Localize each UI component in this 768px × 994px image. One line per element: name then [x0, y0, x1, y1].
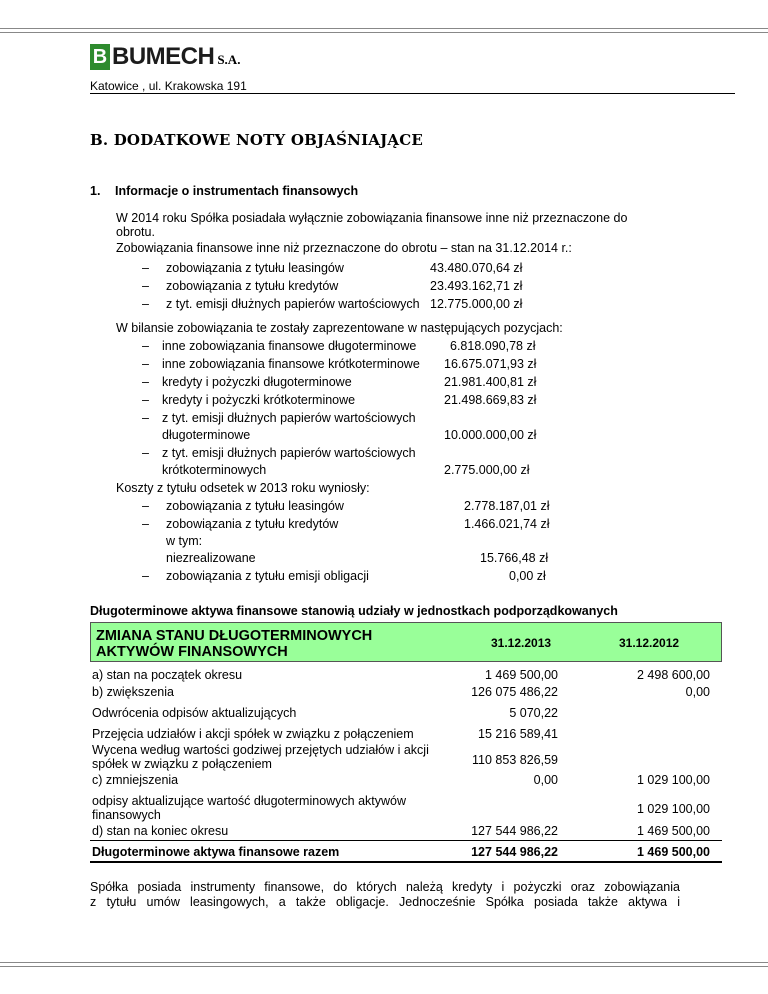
liabilities-intro: Zobowiązania finansowe inne niż przeznaczone do obrotu – stan na 31.12.2014 r.: [116, 241, 572, 255]
logo-mark-icon: B [90, 44, 110, 70]
row-value-2013: 15 216 589,41 [478, 727, 558, 741]
balance-intro: W bilansie zobowiązania te zostały zaprezentowane w następujących pozycjach: [116, 321, 563, 335]
row-value-2012: 1 029 100,00 [637, 773, 710, 787]
balance-value: 10.000.000,00 zł [444, 428, 537, 442]
row-label: Odwrócenia odpisów aktualizujących [92, 706, 297, 720]
table-row [90, 706, 722, 722]
row-label: odpisy aktualizujące wartość długoterminowych aktywów finansowych [92, 794, 407, 822]
interest-label: w tym: [166, 534, 203, 548]
table-row [90, 685, 722, 701]
dash-icon: – [142, 411, 149, 425]
interest-value: 15.766,48 zł [480, 551, 549, 565]
balance-value: 16.675.071,93 zł [444, 357, 537, 371]
balance-label: kredyty i pożyczki długoterminowe [162, 375, 352, 389]
company-address: Katowice , ul. Krakowska 191 [90, 79, 247, 93]
table-row [90, 794, 722, 824]
balance-label-cont: długoterminowe [162, 428, 251, 442]
dash-icon: – [142, 261, 149, 275]
row-value-2013: 1 469 500,00 [485, 668, 558, 682]
liability-label: zobowiązania z tytułu leasingów [166, 261, 344, 275]
row-value-2013: 127 544 986,22 [471, 824, 558, 838]
dash-icon: – [142, 357, 149, 371]
table-row [90, 743, 722, 773]
row-value-2013: 126 075 486,22 [471, 685, 558, 699]
row-value-2012: 1 029 100,00 [637, 802, 710, 816]
table-row [90, 773, 722, 789]
interest-intro: Koszty z tytułu odsetek w 2013 roku wyniosły: [116, 481, 370, 495]
interest-value: 1.466.021,74 zł [464, 517, 550, 531]
row-value-2012: 0,00 [685, 685, 710, 699]
header-divider [90, 93, 735, 94]
dash-icon: – [142, 446, 149, 460]
top-rule [0, 28, 768, 33]
liability-value: 12.775.000,00 zł [430, 297, 523, 311]
balance-label: inne zobowiązania finansowe długoterminowe [162, 339, 417, 353]
interest-label: zobowiązania z tytułu kredytów [166, 517, 339, 531]
balance-label: kredyty i pożyczki krótkoterminowe [162, 393, 356, 407]
row-value-2012: 1 469 500,00 [637, 845, 710, 859]
balance-label: inne zobowiązania finansowe krótkoterminowe [162, 357, 420, 371]
interest-label: niezrealizowane [166, 551, 256, 565]
logo-suffix: S.A. [217, 52, 241, 67]
heading-text: Informacje o instrumentach finansowych [115, 184, 359, 198]
table-title: ZMIANA STANU DŁUGOTERMINOWYCH AKTYWÓW FINANSOWYCH [96, 628, 373, 660]
dash-icon: – [142, 339, 149, 353]
row-label: b) zwiększenia [92, 685, 174, 699]
dash-icon: – [142, 375, 149, 389]
interest-label: zobowiązania z tytułu emisji obligacji [166, 569, 369, 583]
row-label: c) zmniejszenia [92, 773, 179, 787]
dash-icon: – [142, 569, 149, 583]
row-label: Wycena według wartości godziwej przejętych udziałów i akcji spółek w związku z połączeniem [92, 743, 429, 771]
closing-paragraph [90, 880, 680, 910]
closing-line-1: Spółka posiada instrumenty finansowe, do których należą kredyty i pożyczki oraz zobowiązania [90, 880, 680, 894]
balance-label-cont: krótkoterminowych [162, 463, 267, 477]
column-header-2012: 31.12.2012 [619, 636, 680, 650]
balance-label: z tyt. emisji dłużnych papierów wartościowych [162, 446, 416, 460]
intro-line-1: W 2014 roku Spółka posiadała wyłącznie zobowiązania finansowe inne niż przeznaczone do [116, 211, 628, 225]
table-row [90, 668, 722, 684]
balance-value: 2.775.000,00 zł [444, 463, 530, 477]
table-row [90, 727, 722, 743]
row-label: Przejęcia udziałów i akcji spółek w związku z połączeniem [92, 727, 414, 741]
row-value-2013: 127 544 986,22 [471, 845, 558, 859]
row-value-2012: 2 498 600,00 [637, 668, 710, 682]
heading-number: 1. [90, 184, 101, 198]
closing-line-2: z tytułu umów leasingowych, a także obligacje. Jednocześnie Spółka posiada także aktywa i [90, 895, 680, 909]
liability-value: 23.493.162,71 zł [430, 279, 523, 293]
liability-value: 43.480.070,64 zł [430, 261, 523, 275]
dash-icon: – [142, 393, 149, 407]
bottom-rule [0, 962, 768, 967]
interest-label: zobowiązania z tytułu leasingów [166, 499, 344, 513]
row-value-2013: 0,00 [533, 773, 558, 787]
subheading: Długoterminowe aktywa finansowe stanowią udziały w jednostkach podporządkowanych [90, 604, 618, 618]
row-label: d) stan na koniec okresu [92, 824, 229, 838]
liability-label: zobowiązania z tytułu kredytów [166, 279, 339, 293]
intro-line-2: obrotu. [116, 225, 155, 239]
balance-value: 21.498.669,83 zł [444, 393, 537, 407]
table-total-row [90, 845, 722, 863]
liability-label: z tyt. emisji dłużnych papierów wartościowych [166, 297, 420, 311]
interest-value: 0,00 zł [509, 569, 546, 583]
balance-value: 21.981.400,81 zł [444, 375, 537, 389]
row-value-2013: 110 853 826,59 [472, 753, 558, 767]
row-label: Długoterminowe aktywa finansowe razem [92, 845, 340, 859]
balance-value: 6.818.090,78 zł [450, 339, 536, 353]
dash-icon: – [142, 517, 149, 531]
section-title: B. DODATKOWE NOTY OBJAŚNIAJĄCE [90, 131, 424, 149]
row-value-2013: 5 070,22 [509, 706, 558, 720]
logo-name: BUMECH [112, 43, 215, 70]
dash-icon: – [142, 297, 149, 311]
row-value-2012: 1 469 500,00 [637, 824, 710, 838]
balance-label: z tyt. emisji dłużnych papierów wartościowych [162, 411, 416, 425]
dash-icon: – [142, 499, 149, 513]
company-logo [90, 44, 240, 70]
heading-financial-instruments [90, 184, 358, 198]
column-header-2013: 31.12.2013 [491, 636, 552, 650]
interest-value: 2.778.187,01 zł [464, 499, 550, 513]
dash-icon: – [142, 279, 149, 293]
row-label: a) stan na początek okresu [92, 668, 243, 682]
table-row [90, 824, 722, 841]
table-header [90, 622, 722, 662]
